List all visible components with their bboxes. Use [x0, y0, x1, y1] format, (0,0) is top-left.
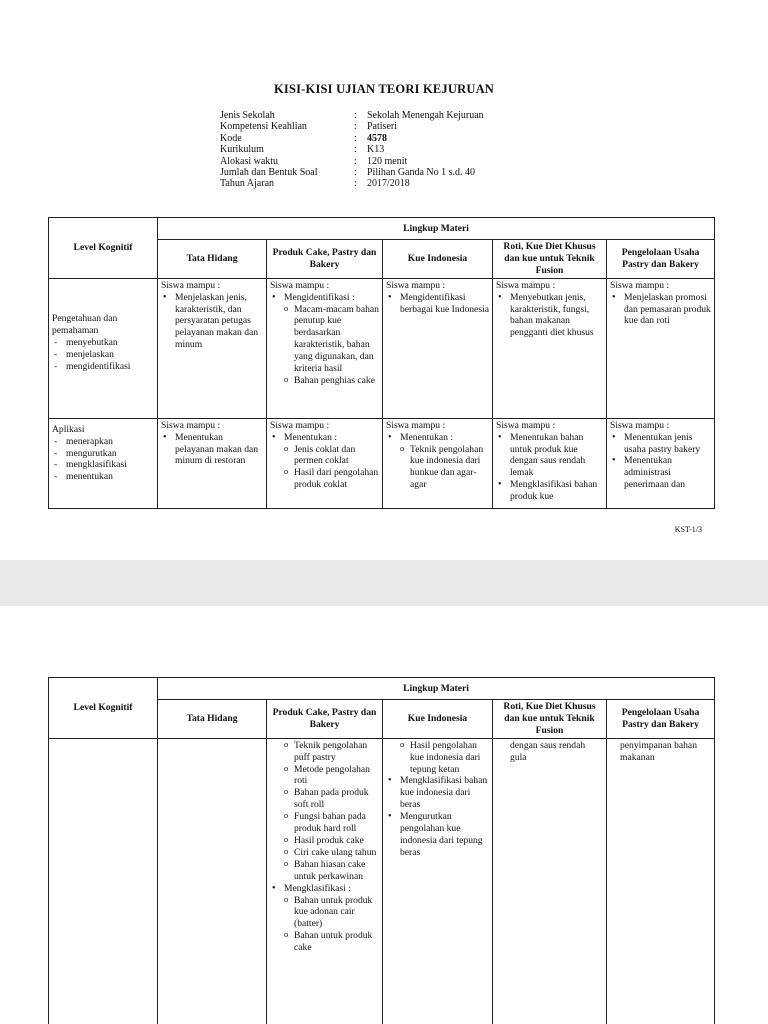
bullet-item: • Mengklasifikasi :: [270, 883, 379, 895]
siswa-label: Siswa mampu :: [496, 279, 556, 291]
document-page-2: [0, 606, 768, 1024]
bullet-item: • Menjelaskan promosi dan pemasaran produk kue dan roti: [610, 292, 711, 328]
bullet-item: • Mengklasifikasi bahan kue indonesia dari beras: [386, 775, 489, 811]
meta-label: Kompetensi Keahlian: [220, 121, 307, 133]
level-title: Aplikasi: [52, 423, 85, 435]
column-header: Tata Hidang: [158, 700, 267, 739]
siswa-label: Siswa mampu :: [610, 419, 670, 431]
table-cell: [158, 418, 267, 508]
meta-colon: :: [354, 132, 357, 144]
meta-colon: :: [354, 178, 357, 190]
meta-label: Tahun Ajaran: [220, 178, 275, 190]
table-cell: [383, 738, 493, 1024]
siswa-label: Siswa mampu :: [161, 279, 221, 291]
level-cell: [49, 278, 158, 418]
level-item: - mengurutkan: [52, 448, 154, 460]
kisi-kisi-table-2: [48, 677, 715, 1024]
level-title: Pengetahuan dan pemahaman: [52, 313, 118, 337]
table-cell: [158, 278, 267, 418]
table-cell: [607, 418, 715, 508]
meta-label: Alokasi waktu: [220, 155, 279, 167]
siswa-label: Siswa mampu :: [610, 279, 670, 291]
sub-item: o Jenis coklat dan permen coklat: [270, 444, 379, 468]
meta-row: [220, 156, 484, 167]
table-row: [49, 278, 715, 418]
table-cell: [607, 738, 715, 1024]
bullet-item: • Menjelaskan jenis, karakteristik, dan persyaratan petugas pelayanan makan dan minum: [161, 292, 263, 352]
meta-row: [220, 133, 484, 144]
level-item: - mengklasifikasi: [52, 459, 154, 471]
continued-text: dengan saus rendah gula: [510, 739, 586, 763]
siswa-label: Siswa mampu :: [496, 419, 556, 431]
bullet-item: • Menyebutkan jenis, karakteristik, fungsi, bahan makanan pengganti diet khusus: [496, 292, 603, 340]
sub-item: o Teknik pengolahan puff pastry: [270, 740, 379, 764]
level-item: - menjelaskan: [52, 349, 154, 361]
siswa-label: Siswa mampu :: [270, 419, 330, 431]
meta-value: 4578: [367, 132, 387, 144]
level-item: - menyebutkan: [52, 337, 154, 349]
table-cell: [383, 418, 493, 508]
meta-info: [220, 110, 484, 190]
sub-item: o Hasil produk cake: [270, 835, 379, 847]
meta-colon: :: [354, 167, 357, 179]
sub-item: o Ciri cake ulang tahun: [270, 847, 379, 859]
meta-value: 120 menit: [367, 155, 408, 167]
siswa-label: Siswa mampu :: [161, 419, 221, 431]
level-cell: [49, 738, 158, 1024]
meta-label: Jenis Sekolah: [220, 110, 275, 121]
siswa-label: Siswa mampu :: [270, 279, 330, 291]
table-cell: [607, 278, 715, 418]
table-row: [49, 418, 715, 508]
meta-label: Kurikulum: [220, 144, 264, 156]
sub-item: o Bahan untuk produk cake: [270, 930, 379, 954]
level-header: Level Kognitif: [49, 678, 158, 739]
meta-label: Kode: [220, 132, 242, 144]
level-item: - menentukan: [52, 471, 154, 483]
bullet-item: • Menentukan :: [270, 432, 379, 444]
sub-item: o Bahan hiasan cake untuk perkawinan: [270, 859, 379, 883]
bullet-item: • Menentukan bahan untuk produk kue dengan saus rendah lemak: [496, 432, 603, 480]
table-row: [49, 738, 715, 1024]
meta-row: [220, 167, 484, 178]
level-item: - menerapkan: [52, 436, 154, 448]
bullet-item: • Mengidentifikasi berbagai kue Indonesia: [386, 292, 489, 316]
meta-colon: :: [354, 110, 357, 121]
meta-row: [220, 144, 484, 155]
bullet-item: • Menentukan jenis usaha pastry bakery: [610, 432, 711, 456]
document-title: KISI-KISI UJIAN TEORI KEJURUAN: [273, 82, 495, 96]
meta-value: K13: [367, 144, 385, 156]
sub-item: o Metode pengolahan roti: [270, 764, 379, 788]
meta-label: Jumlah dan Bentuk Soal: [220, 167, 318, 179]
column-header: Produk Cake, Pastry dan Bakery: [267, 700, 383, 739]
meta-row: [220, 121, 484, 132]
siswa-label: Siswa mampu :: [386, 419, 446, 431]
meta-row: [220, 178, 484, 189]
sub-item: o Bahan untuk produk kue adonan cair (batter): [270, 895, 379, 931]
table-cell: [267, 278, 383, 418]
column-header: Kue Indonesia: [383, 240, 493, 279]
column-header: Roti, Kue Diet Khusus dan kue untuk Teknik Fusion: [493, 240, 607, 279]
meta-row: [220, 110, 484, 121]
sub-item: o Hasil pengolahan kue indonesia dari tepung ketan: [386, 740, 489, 776]
siswa-label: Siswa mampu :: [386, 279, 446, 291]
meta-colon: :: [354, 155, 357, 167]
bullet-item: • Mengurutkan pengolahan kue indonesia dari tepung beras: [386, 811, 489, 859]
column-header: Produk Cake, Pastry dan Bakery: [267, 240, 383, 279]
table-cell: [383, 278, 493, 418]
bullet-item: • Mengklasifikasi bahan produk kue: [496, 479, 603, 503]
bullet-item: • Menentukan pelayanan makan dan minum di restoran: [161, 432, 263, 468]
sub-item: o Hasil dari pengolahan produk coklat: [270, 467, 379, 491]
bullet-item: • Menentukan administrasi penerimaan dan: [610, 455, 711, 491]
meta-value: 2017/2018: [367, 178, 410, 190]
meta-value: Patiseri: [367, 121, 397, 133]
bullet-item: • Menentukan :: [386, 432, 489, 444]
sub-item: o Macam-macam bahan penutup kue berdasarkan karakteristik, bahan yang digunakan, dan kriteria hasil: [270, 304, 379, 375]
level-item: - mengidentifikasi: [52, 361, 154, 373]
table-cell: [493, 418, 607, 508]
continued-text: penyimpanan bahan makanan: [620, 739, 697, 763]
sub-item: o Teknik pengolahan kue indonesia dari hunkue dan agar-agar: [386, 444, 489, 492]
level-header: Level Kognitif: [49, 218, 158, 279]
bullet-item: • Mengidentifikasi :: [270, 292, 379, 304]
level-cell: [49, 418, 158, 508]
meta-colon: :: [354, 144, 357, 156]
meta-value: Sekolah Menengah Kejuruan: [367, 110, 484, 121]
table-cell: [493, 738, 607, 1024]
meta-colon: :: [354, 121, 357, 133]
column-header: Pengelolaan Usaha Pastry dan Bakery: [607, 700, 715, 739]
sub-item: o Bahan pada produk soft roll: [270, 787, 379, 811]
page-footer-code: KST-1/3: [674, 525, 702, 534]
meta-value: Pilihan Ganda No 1 s.d. 40: [367, 167, 476, 179]
sub-item: o Fungsi bahan pada produk hard roll: [270, 811, 379, 835]
table-cell: [267, 738, 383, 1024]
table-cell: [267, 418, 383, 508]
column-header: Tata Hidang: [158, 240, 267, 279]
group-header: Lingkup Materi: [158, 678, 715, 700]
table-cell: [158, 738, 267, 1024]
kisi-kisi-table-1: [48, 217, 715, 509]
column-header: Pengelolaan Usaha Pastry dan Bakery: [607, 240, 715, 279]
sub-item: o Bahan penghias cake: [270, 375, 379, 387]
group-header: Lingkup Materi: [158, 218, 715, 240]
column-header: Kue Indonesia: [383, 700, 493, 739]
column-header: Roti, Kue Diet Khusus dan kue untuk Teknik Fusion: [493, 700, 607, 739]
table-cell: [493, 278, 607, 418]
